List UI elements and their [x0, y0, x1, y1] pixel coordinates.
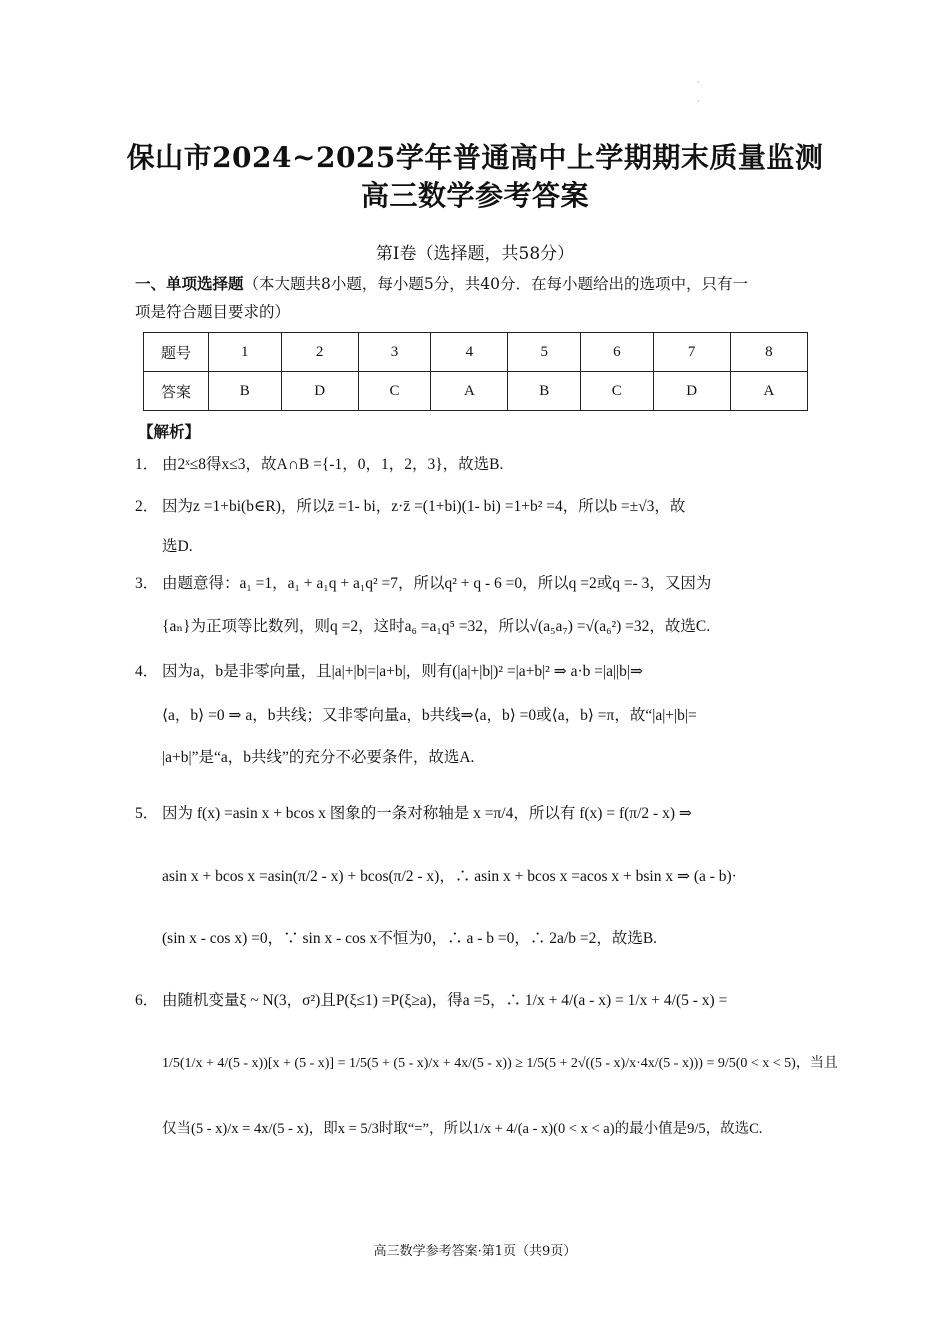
table-header-number: 题号: [144, 333, 209, 372]
solution-number: 3．: [135, 575, 159, 592]
table-cell: 5: [508, 333, 581, 372]
table-header-answer: 答案: [144, 372, 209, 411]
table-cell: 7: [653, 333, 730, 372]
table-cell: 6: [581, 333, 654, 372]
solution-number: 4．: [135, 663, 159, 680]
table-cell: 8: [730, 333, 807, 372]
solution-4: [135, 659, 643, 681]
solution-text: 由题意得：a₁ =1，a₁ + a₁q + a₁q² =7，所以q² + q - 6 =0，所以q =2或q =- 3，又因为: [162, 575, 712, 592]
table-cell: B: [508, 372, 581, 411]
page-footer: 高三数学参考答案·第1页（共9页）: [373, 1244, 577, 1259]
section-title: 第Ⅰ卷（选择题，共58分）: [375, 244, 575, 264]
table-cell: C: [581, 372, 654, 411]
solution-text: (sin x - cos x) =0，∵ sin x - cos x不恒为0，∴ a - b =0，∴ 2a/b =2，故选B.: [162, 930, 658, 947]
table-row-numbers: [144, 333, 808, 372]
solution-3: [135, 571, 711, 593]
solution-6: [135, 988, 727, 1010]
table-row-answers: [144, 372, 808, 411]
page-subtitle-title: 高三数学参考答案: [360, 179, 589, 212]
table-cell: A: [730, 372, 807, 411]
table-cell: A: [431, 372, 508, 411]
solution-text: |a+b|”是“a，b共线”的充分不必要条件，故选A.: [162, 749, 475, 766]
solution-number: 5．: [135, 805, 159, 822]
solution-text: 由2ˣ≤8得x≤3，故A∩B ={-1，0，1，2，3}，故选B.: [162, 456, 504, 473]
section-desc-line1: （本大题共8小题，每小题5分，共40分．在每小题给出的选项中，只有一: [243, 275, 748, 293]
scan-speck: ·: [697, 78, 700, 87]
solution-5: [135, 801, 692, 823]
solution-text: 选D.: [162, 538, 193, 555]
solution-text: ⟨a，b⟩ =0 ⇒ a，b共线；又非零向量a，b共线⇒⟨a，b⟩ =0或⟨a，b⟩ =π，故“|a|+|b|=: [162, 707, 697, 724]
solution-1: [135, 452, 503, 474]
solution-text: 因为a，b是非零向量，且|a|+|b|=|a+b|，则有(|a|+|b|)² =|a+b|² ⇒ a·b =|a||b|⇒: [162, 663, 644, 680]
section-desc-line2: 项是符合题目要求的）: [135, 303, 291, 321]
scan-speck: ·: [697, 97, 700, 106]
section-description: [135, 270, 815, 326]
solution-text: 因为z =1+bi(b∈R)，所以z̄ =1- bi，z·z̄ =(1+bi)(1- bi) =1+b² =4，所以b =±√3，故: [162, 498, 686, 515]
table-cell: D: [281, 372, 358, 411]
solution-text: 因为 f(x) =asin x + bcos x 图象的一条对称轴是 x =π/4，所以有 f(x) = f(π/2 - x) ⇒: [162, 805, 692, 822]
solution-2: [135, 494, 685, 516]
table-cell: 2: [281, 333, 358, 372]
solution-text: 1/5(1/x + 4/(5 - x))[x + (5 - x)] = 1/5(5 + (5 - x)/x + 4x/(5 - x)) ≥ 1/5(5 + 2√((5 - x)/x·4x/(5 - x))) = 9/5(0 < x < 5)，当且: [162, 1056, 838, 1071]
analysis-label: 【解析】: [138, 422, 201, 441]
solution-text: {aₙ}为正项等比数列，则q =2，这时a₆ =a₁q⁵ =32，所以√(a₅a₇) =√(a₆²) =32，故选C.: [162, 618, 711, 635]
solution-number: 1．: [135, 456, 159, 473]
section-heading: 一、单项选择题: [135, 274, 244, 293]
page-title: 保山市2024~2025学年普通高中上学期期末质量监测: [126, 141, 824, 174]
table-cell: C: [358, 372, 431, 411]
solution-text: 仅当(5 - x)/x = 4x/(5 - x)，即x = 5/3时取“=”，所以1/x + 4/(a - x)(0 < x < a)的最小值是9/5，故选C.: [162, 1121, 763, 1137]
solution-text: asin x + bcos x =asin(π/2 - x) + bcos(π/2 - x)，∴ asin x + bcos x =acos x + bsin x ⇒ (a - b)·: [162, 868, 737, 885]
answer-table: [143, 332, 808, 411]
solution-number: 2．: [135, 498, 159, 515]
table-cell: 1: [209, 333, 282, 372]
table-cell: 3: [358, 333, 431, 372]
table-cell: D: [653, 372, 730, 411]
table-cell: B: [209, 372, 282, 411]
solution-text: 由随机变量ξ ~ N(3，σ²)且P(ξ≤1) =P(ξ≥a)，得a =5，∴ 1/x + 4/(a - x) = 1/x + 4/(5 - x) =: [162, 992, 728, 1009]
table-cell: 4: [431, 333, 508, 372]
solution-number: 6．: [135, 992, 159, 1009]
